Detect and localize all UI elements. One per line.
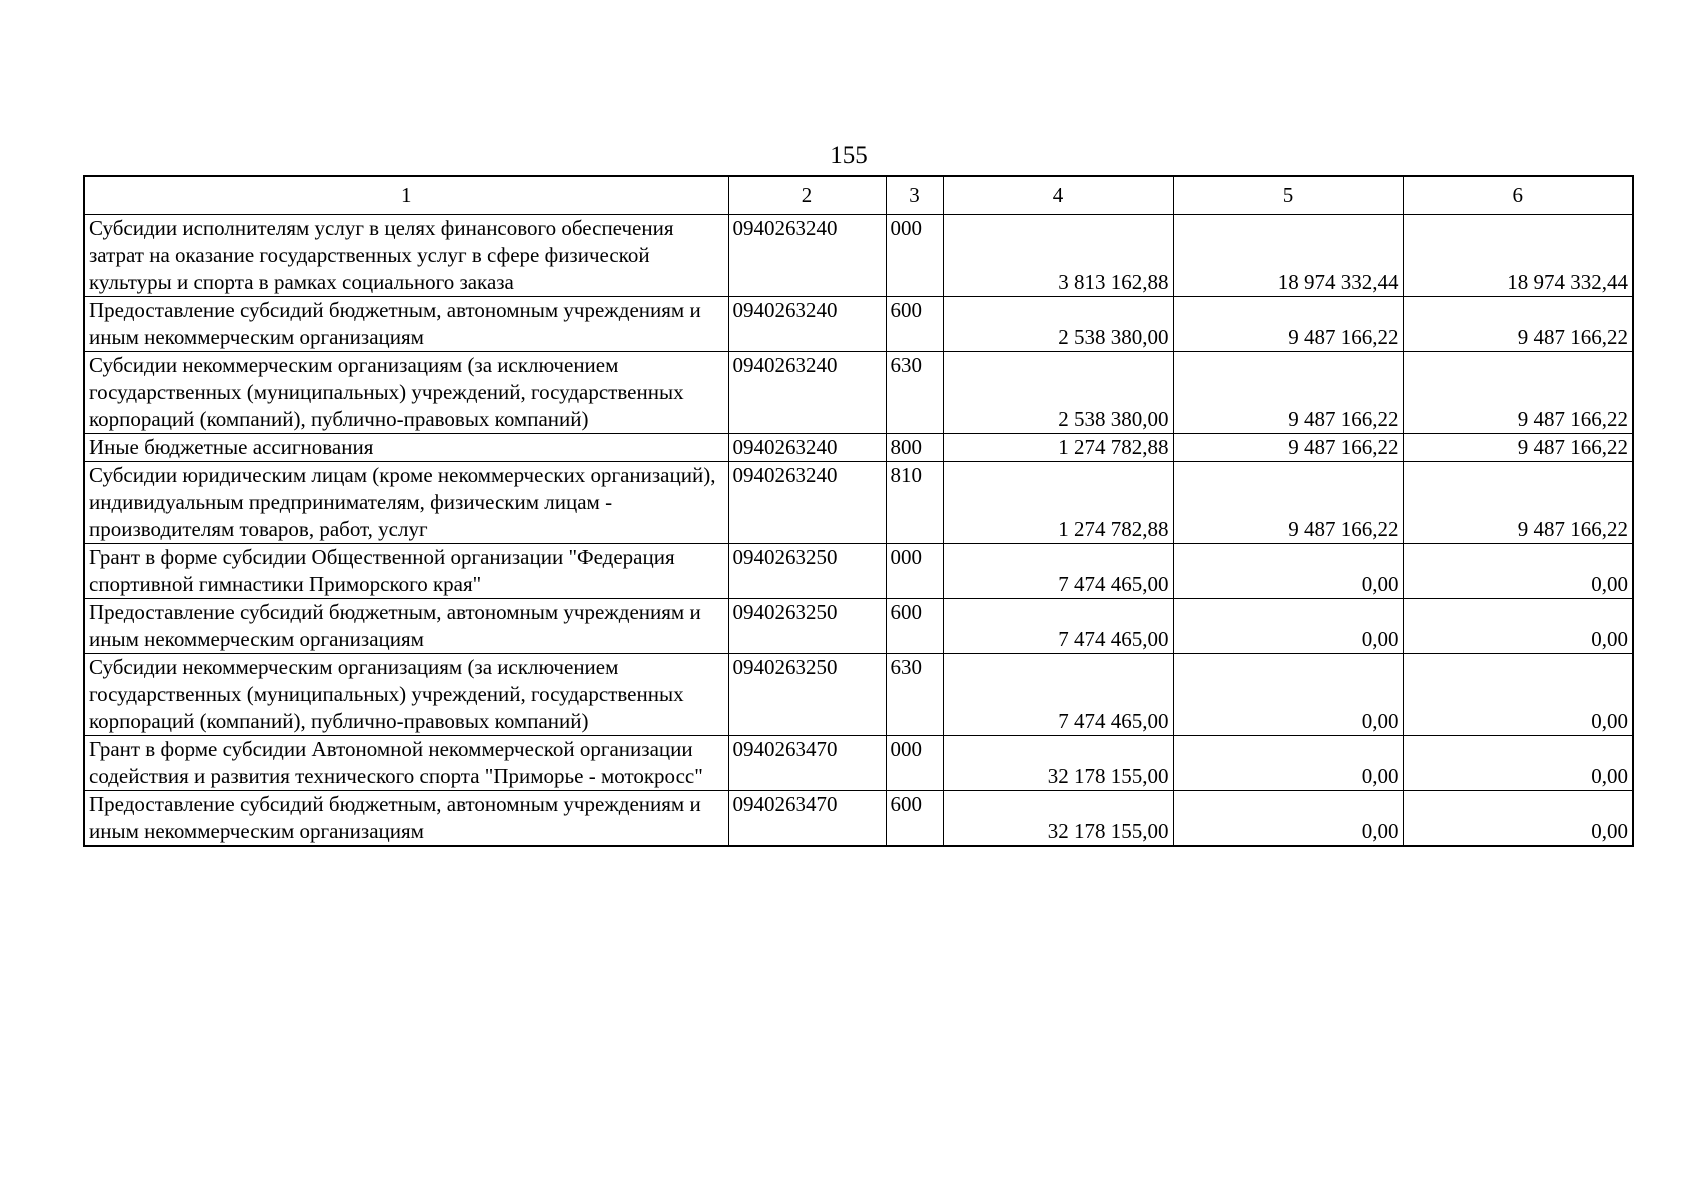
row-expense-type: 000	[886, 215, 943, 297]
row-value-col6: 0,00	[1403, 654, 1633, 736]
table-row	[84, 544, 1633, 599]
row-expense-type: 800	[886, 434, 943, 462]
row-value-col5: 0,00	[1173, 736, 1403, 791]
row-value-col5: 9 487 166,22	[1173, 434, 1403, 462]
row-expense-type: 630	[886, 654, 943, 736]
row-value-col5: 9 487 166,22	[1173, 297, 1403, 352]
row-value-col4: 7 474 465,00	[943, 599, 1173, 654]
table-row	[84, 352, 1633, 434]
table-row	[84, 599, 1633, 654]
row-value-col6: 0,00	[1403, 791, 1633, 847]
column-header: 6	[1403, 176, 1633, 215]
row-value-col4: 3 813 162,88	[943, 215, 1173, 297]
table-header-row	[84, 176, 1633, 215]
row-expense-type: 630	[886, 352, 943, 434]
row-value-col5: 9 487 166,22	[1173, 462, 1403, 544]
table-row	[84, 791, 1633, 847]
row-value-col6: 9 487 166,22	[1403, 434, 1633, 462]
row-value-col4: 32 178 155,00	[943, 791, 1173, 847]
row-value-col6: 18 974 332,44	[1403, 215, 1633, 297]
row-expense-type: 600	[886, 297, 943, 352]
row-value-col4: 7 474 465,00	[943, 654, 1173, 736]
row-target-code: 0940263250	[728, 599, 886, 654]
row-target-code: 0940263240	[728, 434, 886, 462]
row-description: Грант в форме субсидии Автономной некоммерческой организации содействия и развития технического спорта "Приморье - мотокросс"	[84, 736, 728, 791]
row-value-col6: 0,00	[1403, 599, 1633, 654]
table-row	[84, 297, 1633, 352]
row-description: Иные бюджетные ассигнования	[84, 434, 728, 462]
row-description: Предоставление субсидий бюджетным, автономным учреждениям и иным некоммерческим организациям	[84, 297, 728, 352]
table-row	[84, 462, 1633, 544]
row-value-col4: 2 538 380,00	[943, 297, 1173, 352]
row-target-code: 0940263470	[728, 791, 886, 847]
row-value-col4: 7 474 465,00	[943, 544, 1173, 599]
column-header: 4	[943, 176, 1173, 215]
row-description: Предоставление субсидий бюджетным, автономным учреждениям и иным некоммерческим организациям	[84, 599, 728, 654]
row-value-col6: 9 487 166,22	[1403, 352, 1633, 434]
row-expense-type: 600	[886, 599, 943, 654]
table-row	[84, 736, 1633, 791]
row-expense-type: 600	[886, 791, 943, 847]
row-target-code: 0940263240	[728, 462, 886, 544]
table-row	[84, 434, 1633, 462]
row-description: Грант в форме субсидии Общественной организации "Федерация спортивной гимнастики Приморского края"	[84, 544, 728, 599]
table-body	[84, 215, 1633, 847]
row-description: Субсидии исполнителям услуг в целях финансового обеспечения затрат на оказание государственных услуг в сфере физической культуры и спорта в рамках социального заказа	[84, 215, 728, 297]
column-header: 5	[1173, 176, 1403, 215]
row-target-code: 0940263240	[728, 352, 886, 434]
row-value-col5: 0,00	[1173, 791, 1403, 847]
row-description: Предоставление субсидий бюджетным, автономным учреждениям и иным некоммерческим организациям	[84, 791, 728, 847]
row-value-col5: 9 487 166,22	[1173, 352, 1403, 434]
row-expense-type: 000	[886, 544, 943, 599]
row-value-col4: 1 274 782,88	[943, 462, 1173, 544]
row-target-code: 0940263250	[728, 544, 886, 599]
column-header: 3	[886, 176, 943, 215]
row-value-col6: 0,00	[1403, 736, 1633, 791]
row-value-col5: 0,00	[1173, 599, 1403, 654]
row-value-col5: 0,00	[1173, 544, 1403, 599]
row-expense-type: 000	[886, 736, 943, 791]
budget-table	[83, 175, 1634, 847]
row-value-col6: 9 487 166,22	[1403, 462, 1633, 544]
row-description: Субсидии юридическим лицам (кроме некоммерческих организаций), индивидуальным предпринимателям, физическим лицам - производителям товаров, работ, услуг	[84, 462, 728, 544]
row-target-code: 0940263250	[728, 654, 886, 736]
row-description: Субсидии некоммерческим организациям (за исключением государственных (муниципальных) учреждений, государственных корпораций (компаний), публично-правовых компаний)	[84, 352, 728, 434]
row-target-code: 0940263470	[728, 736, 886, 791]
row-value-col6: 9 487 166,22	[1403, 297, 1633, 352]
row-description: Субсидии некоммерческим организациям (за исключением государственных (муниципальных) учреждений, государственных корпораций (компаний), публично-правовых компаний)	[84, 654, 728, 736]
row-value-col5: 0,00	[1173, 654, 1403, 736]
row-expense-type: 810	[886, 462, 943, 544]
row-target-code: 0940263240	[728, 297, 886, 352]
row-value-col5: 18 974 332,44	[1173, 215, 1403, 297]
page-number: 155	[830, 142, 868, 169]
column-header: 1	[84, 176, 728, 215]
row-target-code: 0940263240	[728, 215, 886, 297]
row-value-col4: 32 178 155,00	[943, 736, 1173, 791]
table-row	[84, 654, 1633, 736]
row-value-col4: 1 274 782,88	[943, 434, 1173, 462]
row-value-col6: 0,00	[1403, 544, 1633, 599]
column-header: 2	[728, 176, 886, 215]
table-row	[84, 215, 1633, 297]
row-value-col4: 2 538 380,00	[943, 352, 1173, 434]
